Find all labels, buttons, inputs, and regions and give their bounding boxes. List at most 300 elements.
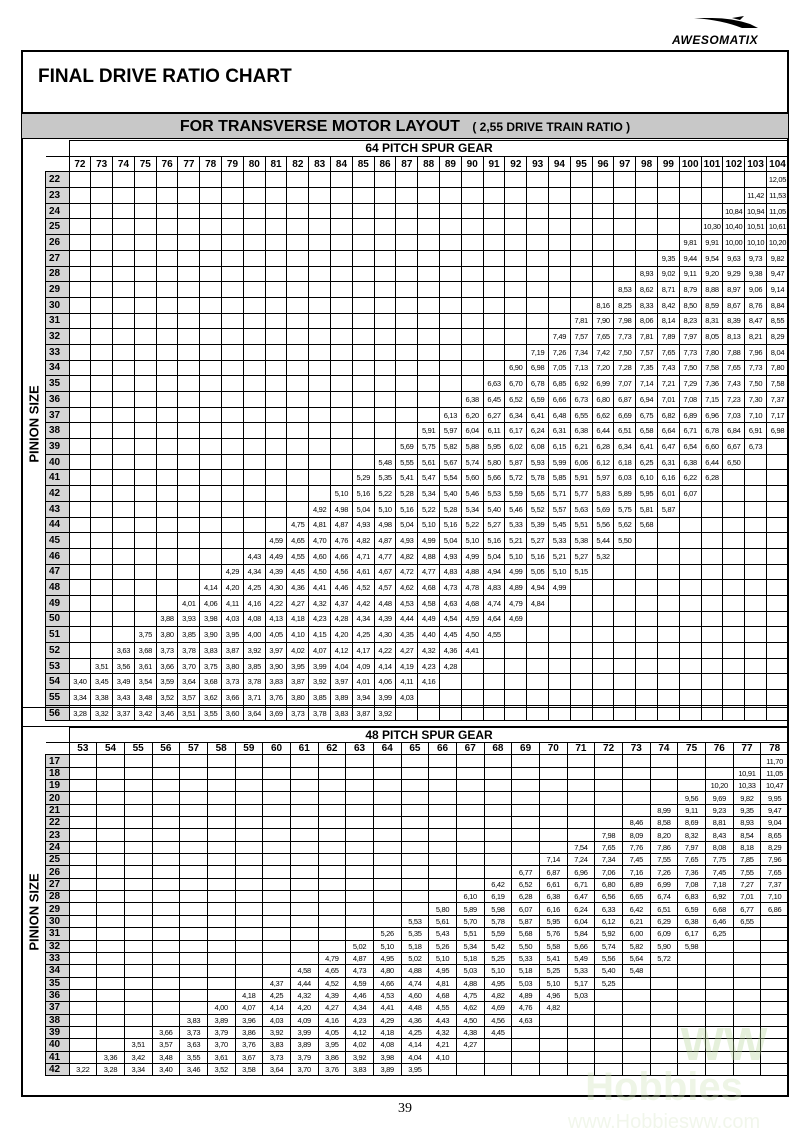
empty-cell bbox=[331, 203, 353, 219]
pinion-cell: 41 bbox=[46, 1051, 70, 1063]
empty-cell bbox=[263, 792, 291, 804]
ratio-cell: 4,82 bbox=[396, 548, 418, 564]
ratio-cell: 9,04 bbox=[761, 817, 789, 829]
ratio-cell: 3,76 bbox=[318, 1063, 346, 1075]
table-row bbox=[46, 940, 789, 952]
ratio-cell: 5,46 bbox=[505, 501, 527, 517]
empty-cell bbox=[650, 792, 678, 804]
empty-cell bbox=[156, 250, 178, 266]
empty-cell bbox=[595, 804, 623, 816]
empty-cell bbox=[483, 674, 505, 690]
ratio-cell: 5,57 bbox=[549, 501, 571, 517]
empty-cell bbox=[396, 297, 418, 313]
table-row bbox=[46, 854, 789, 866]
empty-cell bbox=[636, 674, 658, 690]
empty-cell bbox=[401, 903, 429, 915]
table-corner bbox=[46, 141, 70, 157]
pinion-cell: 26 bbox=[46, 866, 70, 878]
empty-cell bbox=[134, 611, 156, 627]
table-row bbox=[46, 928, 789, 940]
spur-header: 75 bbox=[678, 743, 706, 755]
empty-cell bbox=[483, 219, 505, 235]
empty-cell bbox=[614, 627, 636, 643]
empty-cell bbox=[287, 470, 309, 486]
ratio-cell: 4,25 bbox=[263, 989, 291, 1001]
ratio-cell: 3,71 bbox=[243, 690, 265, 706]
empty-cell bbox=[134, 235, 156, 251]
table-row bbox=[46, 792, 789, 804]
ratio-cell: 4,95 bbox=[429, 965, 457, 977]
empty-cell bbox=[527, 203, 549, 219]
ratio-cell: 5,46 bbox=[461, 486, 483, 502]
ratio-cell: 5,25 bbox=[484, 952, 512, 964]
empty-cell bbox=[124, 1014, 152, 1026]
ratio-cell: 6,52 bbox=[505, 392, 527, 408]
empty-cell bbox=[745, 611, 767, 627]
ratio-cell: 4,50 bbox=[456, 1014, 484, 1026]
empty-cell bbox=[592, 203, 614, 219]
empty-cell bbox=[622, 804, 650, 816]
ratio-cell: 3,43 bbox=[113, 690, 135, 706]
ratio-cell: 6,10 bbox=[456, 891, 484, 903]
empty-cell bbox=[69, 329, 91, 345]
empty-cell bbox=[156, 486, 178, 502]
ratio-cell: 3,99 bbox=[290, 1026, 318, 1038]
ratio-cell: 4,74 bbox=[401, 977, 429, 989]
empty-cell bbox=[636, 235, 658, 251]
ratio-cell: 5,26 bbox=[429, 940, 457, 952]
empty-cell bbox=[527, 282, 549, 298]
spur-header: 69 bbox=[512, 743, 540, 755]
empty-cell bbox=[592, 172, 614, 188]
table-row bbox=[46, 344, 789, 360]
empty-cell bbox=[505, 690, 527, 706]
table-row bbox=[46, 188, 789, 204]
spur-header: 104 bbox=[767, 156, 789, 172]
empty-cell bbox=[745, 643, 767, 659]
empty-cell bbox=[124, 1026, 152, 1038]
empty-cell bbox=[178, 203, 200, 219]
empty-cell bbox=[374, 203, 396, 219]
ratio-cell: 3,83 bbox=[265, 674, 287, 690]
ratio-cell: 4,16 bbox=[418, 674, 440, 690]
empty-cell bbox=[287, 439, 309, 455]
ratio-cell: 5,02 bbox=[346, 940, 374, 952]
ratio-cell: 6,12 bbox=[595, 915, 623, 927]
ratio-cell: 4,48 bbox=[401, 1002, 429, 1014]
ratio-cell: 5,22 bbox=[374, 486, 396, 502]
empty-cell bbox=[113, 360, 135, 376]
empty-cell bbox=[222, 172, 244, 188]
ratio-cell: 5,21 bbox=[549, 548, 571, 564]
empty-cell bbox=[483, 250, 505, 266]
empty-cell bbox=[679, 564, 701, 580]
ratio-cell: 6,96 bbox=[567, 866, 595, 878]
empty-cell bbox=[705, 767, 733, 779]
empty-cell bbox=[69, 611, 91, 627]
empty-cell bbox=[374, 360, 396, 376]
empty-cell bbox=[178, 548, 200, 564]
ratio-cell: 4,88 bbox=[418, 548, 440, 564]
empty-cell bbox=[461, 282, 483, 298]
empty-cell bbox=[290, 903, 318, 915]
table-row bbox=[46, 755, 789, 767]
table-row bbox=[46, 674, 789, 690]
ratio-cell: 5,04 bbox=[352, 501, 374, 517]
ratio-cell: 8,18 bbox=[733, 841, 761, 853]
empty-cell bbox=[678, 952, 706, 964]
ratio-cell: 3,54 bbox=[134, 674, 156, 690]
empty-cell bbox=[91, 611, 113, 627]
ratio-cell: 5,75 bbox=[418, 439, 440, 455]
empty-cell bbox=[69, 878, 97, 890]
empty-cell bbox=[767, 658, 789, 674]
empty-cell bbox=[539, 780, 567, 792]
empty-cell bbox=[456, 804, 484, 816]
empty-cell bbox=[124, 878, 152, 890]
empty-cell bbox=[723, 470, 745, 486]
ratio-cell: 5,99 bbox=[549, 454, 571, 470]
empty-cell bbox=[97, 829, 125, 841]
empty-cell bbox=[178, 344, 200, 360]
ratio-cell: 4,83 bbox=[440, 564, 462, 580]
empty-cell bbox=[396, 376, 418, 392]
ratio-cell: 4,32 bbox=[309, 595, 331, 611]
empty-cell bbox=[265, 360, 287, 376]
empty-cell bbox=[235, 940, 263, 952]
empty-cell bbox=[767, 595, 789, 611]
empty-cell bbox=[200, 548, 222, 564]
empty-cell bbox=[614, 611, 636, 627]
ratio-cell: 4,35 bbox=[396, 627, 418, 643]
empty-cell bbox=[124, 1002, 152, 1014]
empty-cell bbox=[429, 780, 457, 792]
empty-cell bbox=[456, 878, 484, 890]
empty-cell bbox=[69, 829, 97, 841]
ratio-cell: 6,47 bbox=[658, 439, 680, 455]
empty-cell bbox=[91, 250, 113, 266]
pinion-cell: 36 bbox=[46, 989, 70, 1001]
ratio-cell: 5,22 bbox=[418, 501, 440, 517]
empty-cell bbox=[352, 344, 374, 360]
ratio-cell: 6,07 bbox=[679, 486, 701, 502]
empty-cell bbox=[200, 517, 222, 533]
empty-cell bbox=[767, 690, 789, 706]
spur-header: 61 bbox=[290, 743, 318, 755]
empty-cell bbox=[331, 250, 353, 266]
empty-cell bbox=[745, 674, 767, 690]
ratio-cell: 5,63 bbox=[570, 501, 592, 517]
empty-cell bbox=[207, 952, 235, 964]
empty-cell bbox=[539, 841, 567, 853]
empty-cell bbox=[265, 235, 287, 251]
ratio-cell: 4,87 bbox=[346, 952, 374, 964]
empty-cell bbox=[429, 804, 457, 816]
empty-cell bbox=[505, 203, 527, 219]
ratio-cell: 5,82 bbox=[622, 940, 650, 952]
empty-cell bbox=[456, 755, 484, 767]
empty-cell bbox=[200, 423, 222, 439]
empty-cell bbox=[745, 454, 767, 470]
empty-cell bbox=[622, 780, 650, 792]
ratio-cell: 3,89 bbox=[207, 1014, 235, 1026]
empty-cell bbox=[570, 580, 592, 596]
empty-cell bbox=[200, 360, 222, 376]
ratio-cell: 6,48 bbox=[549, 407, 571, 423]
empty-cell bbox=[180, 878, 208, 890]
ratio-cell: 4,59 bbox=[461, 611, 483, 627]
empty-cell bbox=[156, 392, 178, 408]
empty-cell bbox=[570, 266, 592, 282]
ratio-cell: 5,16 bbox=[440, 517, 462, 533]
table-row bbox=[46, 891, 789, 903]
ratio-cell: 5,98 bbox=[678, 940, 706, 952]
empty-cell bbox=[527, 250, 549, 266]
table-row bbox=[46, 454, 789, 470]
empty-cell bbox=[309, 266, 331, 282]
empty-cell bbox=[318, 854, 346, 866]
ratio-cell: 3,98 bbox=[200, 611, 222, 627]
empty-cell bbox=[180, 928, 208, 940]
empty-cell bbox=[429, 792, 457, 804]
empty-cell bbox=[113, 580, 135, 596]
empty-cell bbox=[505, 282, 527, 298]
empty-cell bbox=[152, 1014, 180, 1026]
empty-cell bbox=[156, 407, 178, 423]
ratio-cell: 6,00 bbox=[622, 928, 650, 940]
empty-cell bbox=[767, 611, 789, 627]
empty-cell bbox=[512, 854, 540, 866]
empty-cell bbox=[287, 266, 309, 282]
ratio-cell: 8,29 bbox=[767, 329, 789, 345]
empty-cell bbox=[97, 1002, 125, 1014]
ratio-cell: 3,46 bbox=[156, 705, 178, 721]
empty-cell bbox=[134, 595, 156, 611]
ratio-cell: 7,88 bbox=[723, 344, 745, 360]
ratio-cell: 4,30 bbox=[374, 627, 396, 643]
ratio-cell: 3,99 bbox=[374, 690, 396, 706]
empty-cell bbox=[97, 767, 125, 779]
empty-cell bbox=[134, 501, 156, 517]
empty-cell bbox=[69, 203, 91, 219]
empty-cell bbox=[265, 407, 287, 423]
ratio-cell: 6,51 bbox=[614, 423, 636, 439]
ratio-cell: 7,37 bbox=[767, 392, 789, 408]
empty-cell bbox=[346, 780, 374, 792]
ratio-cell: 5,91 bbox=[418, 423, 440, 439]
ratio-cell: 4,94 bbox=[527, 580, 549, 596]
empty-cell bbox=[97, 903, 125, 915]
empty-cell bbox=[352, 360, 374, 376]
ratio-cell: 3,59 bbox=[156, 674, 178, 690]
empty-cell bbox=[745, 486, 767, 502]
empty-cell bbox=[396, 282, 418, 298]
empty-cell bbox=[636, 658, 658, 674]
ratio-cell: 3,97 bbox=[265, 643, 287, 659]
empty-cell bbox=[461, 266, 483, 282]
empty-cell bbox=[461, 674, 483, 690]
empty-cell bbox=[614, 564, 636, 580]
empty-cell bbox=[483, 235, 505, 251]
empty-cell bbox=[180, 792, 208, 804]
ratio-cell: 5,05 bbox=[527, 564, 549, 580]
empty-cell bbox=[440, 172, 462, 188]
spur-header: 65 bbox=[401, 743, 429, 755]
ratio-cell: 3,76 bbox=[235, 1039, 263, 1051]
ratio-cell: 7,14 bbox=[636, 376, 658, 392]
empty-cell bbox=[396, 219, 418, 235]
empty-cell bbox=[178, 282, 200, 298]
empty-cell bbox=[235, 841, 263, 853]
spur-header: 70 bbox=[539, 743, 567, 755]
empty-cell bbox=[570, 219, 592, 235]
empty-cell bbox=[207, 829, 235, 841]
ratio-cell: 4,99 bbox=[549, 580, 571, 596]
ratio-cell: 8,23 bbox=[679, 313, 701, 329]
empty-cell bbox=[222, 360, 244, 376]
ratio-cell: 4,11 bbox=[396, 674, 418, 690]
empty-cell bbox=[243, 266, 265, 282]
ratio-cell: 4,03 bbox=[263, 1014, 291, 1026]
empty-cell bbox=[243, 501, 265, 517]
ratio-cell: 7,08 bbox=[679, 392, 701, 408]
empty-cell bbox=[134, 580, 156, 596]
empty-cell bbox=[352, 297, 374, 313]
empty-cell bbox=[505, 627, 527, 643]
spur-header: 74 bbox=[113, 156, 135, 172]
table-row bbox=[46, 360, 789, 376]
empty-cell bbox=[761, 977, 789, 989]
empty-cell bbox=[539, 792, 567, 804]
ratio-cell: 7,03 bbox=[723, 407, 745, 423]
empty-cell bbox=[207, 780, 235, 792]
empty-cell bbox=[69, 627, 91, 643]
ratio-cell: 3,87 bbox=[287, 674, 309, 690]
ratio-cell: 8,33 bbox=[636, 297, 658, 313]
empty-cell bbox=[622, 977, 650, 989]
ratio-cell: 4,00 bbox=[207, 1002, 235, 1014]
ratio-cell: 7,85 bbox=[733, 854, 761, 866]
ratio-cell: 7,97 bbox=[679, 329, 701, 345]
empty-cell bbox=[592, 690, 614, 706]
empty-cell bbox=[287, 250, 309, 266]
ratio-cell: 5,76 bbox=[539, 928, 567, 940]
empty-cell bbox=[592, 250, 614, 266]
empty-cell bbox=[69, 854, 97, 866]
empty-cell bbox=[745, 658, 767, 674]
ratio-cell: 7,49 bbox=[549, 329, 571, 345]
ratio-cell: 5,95 bbox=[483, 439, 505, 455]
empty-cell bbox=[69, 423, 91, 439]
empty-cell bbox=[180, 817, 208, 829]
ratio-cell: 4,37 bbox=[331, 595, 353, 611]
table-row bbox=[46, 266, 789, 282]
table-row bbox=[46, 313, 789, 329]
ratio-cell: 5,89 bbox=[614, 486, 636, 502]
ratio-cell: 6,10 bbox=[636, 470, 658, 486]
empty-cell bbox=[512, 780, 540, 792]
ratio-cell: 4,14 bbox=[200, 580, 222, 596]
ratio-cell: 3,57 bbox=[178, 690, 200, 706]
empty-cell bbox=[97, 1026, 125, 1038]
empty-cell bbox=[723, 564, 745, 580]
ratio-cell: 3,97 bbox=[331, 674, 353, 690]
empty-cell bbox=[346, 792, 374, 804]
empty-cell bbox=[69, 392, 91, 408]
empty-cell bbox=[309, 376, 331, 392]
empty-cell bbox=[636, 548, 658, 564]
empty-cell bbox=[243, 297, 265, 313]
empty-cell bbox=[200, 219, 222, 235]
empty-cell bbox=[484, 1039, 512, 1051]
ratio-cell: 6,99 bbox=[592, 376, 614, 392]
empty-cell bbox=[134, 188, 156, 204]
empty-cell bbox=[549, 690, 571, 706]
empty-cell bbox=[91, 548, 113, 564]
empty-cell bbox=[352, 203, 374, 219]
empty-cell bbox=[309, 172, 331, 188]
empty-cell bbox=[461, 203, 483, 219]
empty-cell bbox=[331, 188, 353, 204]
ratio-cell: 7,01 bbox=[658, 392, 680, 408]
ratio-cell: 7,86 bbox=[650, 841, 678, 853]
spur-header: 82 bbox=[287, 156, 309, 172]
empty-cell bbox=[440, 203, 462, 219]
empty-cell bbox=[745, 470, 767, 486]
empty-cell bbox=[505, 235, 527, 251]
empty-cell bbox=[134, 548, 156, 564]
empty-cell bbox=[156, 344, 178, 360]
empty-cell bbox=[570, 282, 592, 298]
ratio-cell: 4,59 bbox=[346, 977, 374, 989]
ratio-cell: 5,64 bbox=[622, 952, 650, 964]
empty-cell bbox=[97, 928, 125, 940]
spur-header: 71 bbox=[567, 743, 595, 755]
empty-cell bbox=[650, 767, 678, 779]
empty-cell bbox=[636, 595, 658, 611]
pinion-cell: 52 bbox=[46, 643, 70, 659]
empty-cell bbox=[222, 250, 244, 266]
empty-cell bbox=[69, 376, 91, 392]
empty-cell bbox=[243, 203, 265, 219]
ratio-cell: 8,14 bbox=[658, 313, 680, 329]
spur-header: 102 bbox=[723, 156, 745, 172]
empty-cell bbox=[265, 188, 287, 204]
empty-cell bbox=[456, 767, 484, 779]
empty-cell bbox=[701, 188, 723, 204]
ratio-cell: 6,38 bbox=[461, 392, 483, 408]
ratio-cell: 5,10 bbox=[549, 564, 571, 580]
empty-cell bbox=[113, 266, 135, 282]
ratio-cell: 5,59 bbox=[484, 928, 512, 940]
empty-cell bbox=[592, 580, 614, 596]
empty-cell bbox=[290, 817, 318, 829]
empty-cell bbox=[243, 344, 265, 360]
ratio-cell: 4,23 bbox=[418, 658, 440, 674]
ratio-cell: 6,63 bbox=[483, 376, 505, 392]
ratio-cell: 4,58 bbox=[418, 595, 440, 611]
ratio-cell: 6,18 bbox=[614, 454, 636, 470]
side-strip-48 bbox=[22, 727, 45, 1096]
ratio-cell: 4,18 bbox=[287, 611, 309, 627]
ratio-cell: 4,79 bbox=[505, 595, 527, 611]
ratio-cell: 7,01 bbox=[733, 891, 761, 903]
spur-header: 85 bbox=[352, 156, 374, 172]
ratio-cell: 10,91 bbox=[733, 767, 761, 779]
pinion-cell: 32 bbox=[46, 940, 70, 952]
table-row bbox=[46, 841, 789, 853]
empty-cell bbox=[401, 866, 429, 878]
